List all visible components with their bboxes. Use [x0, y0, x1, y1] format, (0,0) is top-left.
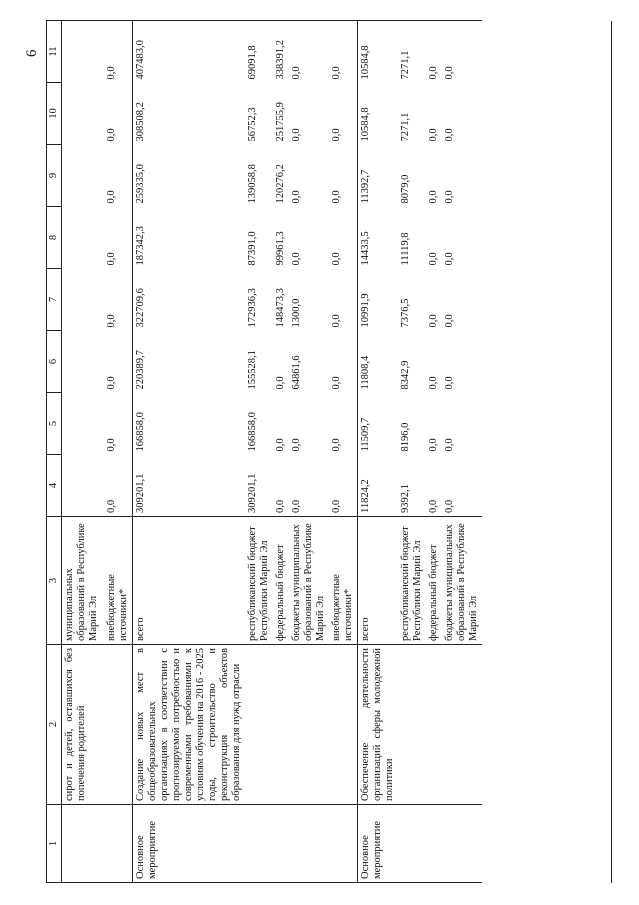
activity-name-cell [426, 645, 442, 805]
amount-cell: 0,0 [331, 438, 342, 452]
column-number: 9 [47, 145, 62, 207]
column-number-row [47, 21, 62, 883]
amount-cell [62, 393, 105, 455]
amount-cell: 0,0 [331, 376, 342, 390]
activity-type-cell [426, 805, 442, 883]
column-number: 6 [47, 331, 62, 393]
activity-type-cell: Основное мероприятие [133, 805, 246, 883]
amount-cell [62, 83, 105, 145]
table-row [398, 21, 426, 883]
amount-cell: 99961,3 [275, 231, 286, 266]
amount-cell: 64861,6 [291, 355, 302, 390]
amount-cell: 0,0 [106, 499, 117, 513]
activity-name-cell [442, 645, 482, 805]
activity-name-cell [329, 645, 358, 805]
funding-source-cell: всего [358, 517, 399, 645]
activity-name-cell [104, 645, 133, 805]
table-row [442, 21, 482, 883]
amount-cell: 0,0 [428, 314, 439, 328]
amount-cell: 0,0 [331, 190, 342, 204]
table-row [358, 21, 399, 883]
table-row [273, 21, 289, 883]
table-row [426, 21, 442, 883]
amount-cell: 0,0 [428, 252, 439, 266]
amount-cell: 10584,8 [358, 83, 399, 145]
funding-source-cell: всего [133, 517, 246, 645]
table-row [245, 21, 273, 883]
amount-cell: 0,0 [331, 499, 342, 513]
activity-type-cell [398, 805, 426, 883]
funding-source-cell: внебюджетные источники* [329, 517, 358, 645]
amount-cell: 87391,0 [247, 231, 258, 266]
rotated-page [14, 14, 621, 891]
amount-cell: 7271,1 [400, 112, 411, 142]
activity-name-cell [273, 645, 289, 805]
activity-type-cell [245, 805, 273, 883]
amount-cell: 0,0 [329, 21, 358, 83]
amount-cell: 0,0 [275, 376, 286, 390]
activity-type-cell [273, 805, 289, 883]
amount-cell: 0,0 [275, 499, 286, 513]
table-row [289, 21, 329, 883]
amount-cell: 11509,7 [358, 393, 399, 455]
amount-cell: 9392,1 [400, 484, 411, 513]
amount-cell: 172936,3 [247, 288, 258, 328]
table-bottom-border [611, 21, 612, 883]
amount-cell: 14433,5 [358, 207, 399, 269]
activity-type-cell [62, 805, 105, 883]
amount-cell: 0,0 [104, 21, 133, 83]
financing-table [46, 20, 482, 883]
amount-cell: 0,0 [444, 190, 455, 204]
column-number: 7 [47, 269, 62, 331]
amount-cell: 0,0 [444, 314, 455, 328]
column-number: 1 [47, 805, 62, 883]
amount-cell: 10584,8 [358, 21, 399, 83]
activity-name-cell: Создание новых мест в общеобразовательных организациях в соответствии с прогнозируемой потребностью и современными требованиями к условиям обучения на 2016 - 2025 годы, строительство и реконструкция объектов образования для нужд отрасли [133, 645, 246, 805]
amount-cell: 0,0 [275, 438, 286, 452]
table-row [133, 21, 246, 883]
amount-cell: 0,0 [331, 314, 342, 328]
amount-cell: 0,0 [442, 21, 482, 83]
amount-cell: 8196,0 [400, 422, 411, 452]
amount-cell: 309201,1 [133, 455, 246, 517]
amount-cell [62, 207, 105, 269]
amount-cell: 0,0 [444, 376, 455, 390]
amount-cell: 220389,7 [133, 331, 246, 393]
amount-cell: 56752,3 [247, 107, 258, 142]
amount-cell: 120276,2 [275, 164, 286, 204]
amount-cell: 0,0 [106, 376, 117, 390]
activity-name-cell: Обеспечение деятельности организаций сферы молодежной политики [358, 645, 399, 805]
amount-cell: 259335,0 [133, 145, 246, 207]
activity-type-cell [442, 805, 482, 883]
funding-source-cell: федеральный бюджет [426, 517, 442, 645]
activity-type-cell: Основное мероприятие [358, 805, 399, 883]
amount-cell: 322709,6 [133, 269, 246, 331]
amount-cell: 8079,0 [400, 174, 411, 204]
amount-cell: 11808,4 [358, 331, 399, 393]
amount-cell: 0,0 [444, 499, 455, 513]
amount-cell: 0,0 [291, 128, 302, 142]
amount-cell: 187342,3 [133, 207, 246, 269]
activity-type-cell [329, 805, 358, 883]
amount-cell: 0,0 [106, 190, 117, 204]
amount-cell: 308508,2 [133, 83, 246, 145]
amount-cell: 166858,0 [133, 393, 246, 455]
amount-cell: 11392,7 [358, 145, 399, 207]
amount-cell: 0,0 [331, 128, 342, 142]
amount-cell [62, 145, 105, 207]
activity-name-cell [245, 645, 273, 805]
amount-cell: 148473,3 [275, 288, 286, 328]
amount-cell: 0,0 [444, 252, 455, 266]
amount-cell: 0,0 [428, 438, 439, 452]
amount-cell: 11824,2 [358, 455, 399, 517]
amount-cell: 0,0 [428, 499, 439, 513]
amount-cell: 0,0 [106, 252, 117, 266]
column-number: 11 [47, 21, 62, 83]
amount-cell: 166858,0 [247, 412, 258, 452]
amount-cell: 0,0 [428, 190, 439, 204]
funding-source-cell: бюджеты муниципальных образований в Республике Марий Эл [442, 517, 482, 645]
amount-cell: 7271,1 [398, 21, 426, 83]
amount-cell: 155528,1 [247, 350, 258, 390]
activity-name-cell [289, 645, 329, 805]
amount-cell [62, 269, 105, 331]
activity-name-cell: сирот и детей, оставшихся без попечения родителей [62, 645, 105, 805]
amount-cell: 0,0 [106, 128, 117, 142]
activity-name-cell [398, 645, 426, 805]
amount-cell: 69091,8 [245, 21, 273, 83]
amount-cell: 0,0 [444, 128, 455, 142]
activity-type-cell [289, 805, 329, 883]
amount-cell: 0,0 [291, 499, 302, 513]
amount-cell: 139058,8 [247, 164, 258, 204]
funding-source-cell: федеральный бюджет [273, 517, 289, 645]
column-number: 5 [47, 393, 62, 455]
page-number: 6 [24, 49, 40, 57]
amount-cell: 0,0 [106, 314, 117, 328]
funding-source-cell: бюджеты муниципальных образований в Республике Марий Эл [289, 517, 329, 645]
amount-cell: 10991,9 [358, 269, 399, 331]
amount-cell: 0,0 [291, 252, 302, 266]
amount-cell: 1300,0 [291, 298, 302, 328]
column-number: 8 [47, 207, 62, 269]
table-row [104, 21, 133, 883]
amount-cell: 0,0 [331, 252, 342, 266]
table-row [329, 21, 358, 883]
amount-cell: 0,0 [444, 438, 455, 452]
amount-cell: 7376,5 [400, 298, 411, 328]
amount-cell: 0,0 [428, 376, 439, 390]
column-number: 3 [47, 517, 62, 645]
amount-cell [62, 331, 105, 393]
funding-source-cell: республиканский бюджет Республики Марий Эл [245, 517, 273, 645]
amount-cell: 407483,0 [133, 21, 246, 83]
funding-source-cell: муниципальных образований в Республике Марий Эл [62, 517, 105, 645]
amount-cell: 338391,2 [273, 21, 289, 83]
activity-type-cell [104, 805, 133, 883]
amount-cell: 0,0 [289, 21, 329, 83]
amount-cell: 0,0 [291, 438, 302, 452]
column-number: 10 [47, 83, 62, 145]
amount-cell: 0,0 [106, 438, 117, 452]
amount-cell: 11119,8 [400, 232, 411, 266]
funding-source-cell: внебюджетные источники* [104, 517, 133, 645]
amount-cell: 0,0 [426, 21, 442, 83]
amount-cell: 0,0 [291, 190, 302, 204]
amount-cell: 0,0 [428, 128, 439, 142]
amount-cell: 251755,9 [275, 102, 286, 142]
amount-cell: 8342,9 [400, 360, 411, 390]
amount-cell [62, 455, 105, 517]
column-number: 2 [47, 645, 62, 805]
table-row [62, 21, 105, 883]
funding-source-cell: республиканский бюджет Республики Марий Эл [398, 517, 426, 645]
amount-cell [62, 21, 105, 83]
amount-cell: 309201,1 [247, 473, 258, 513]
column-number: 4 [47, 455, 62, 517]
